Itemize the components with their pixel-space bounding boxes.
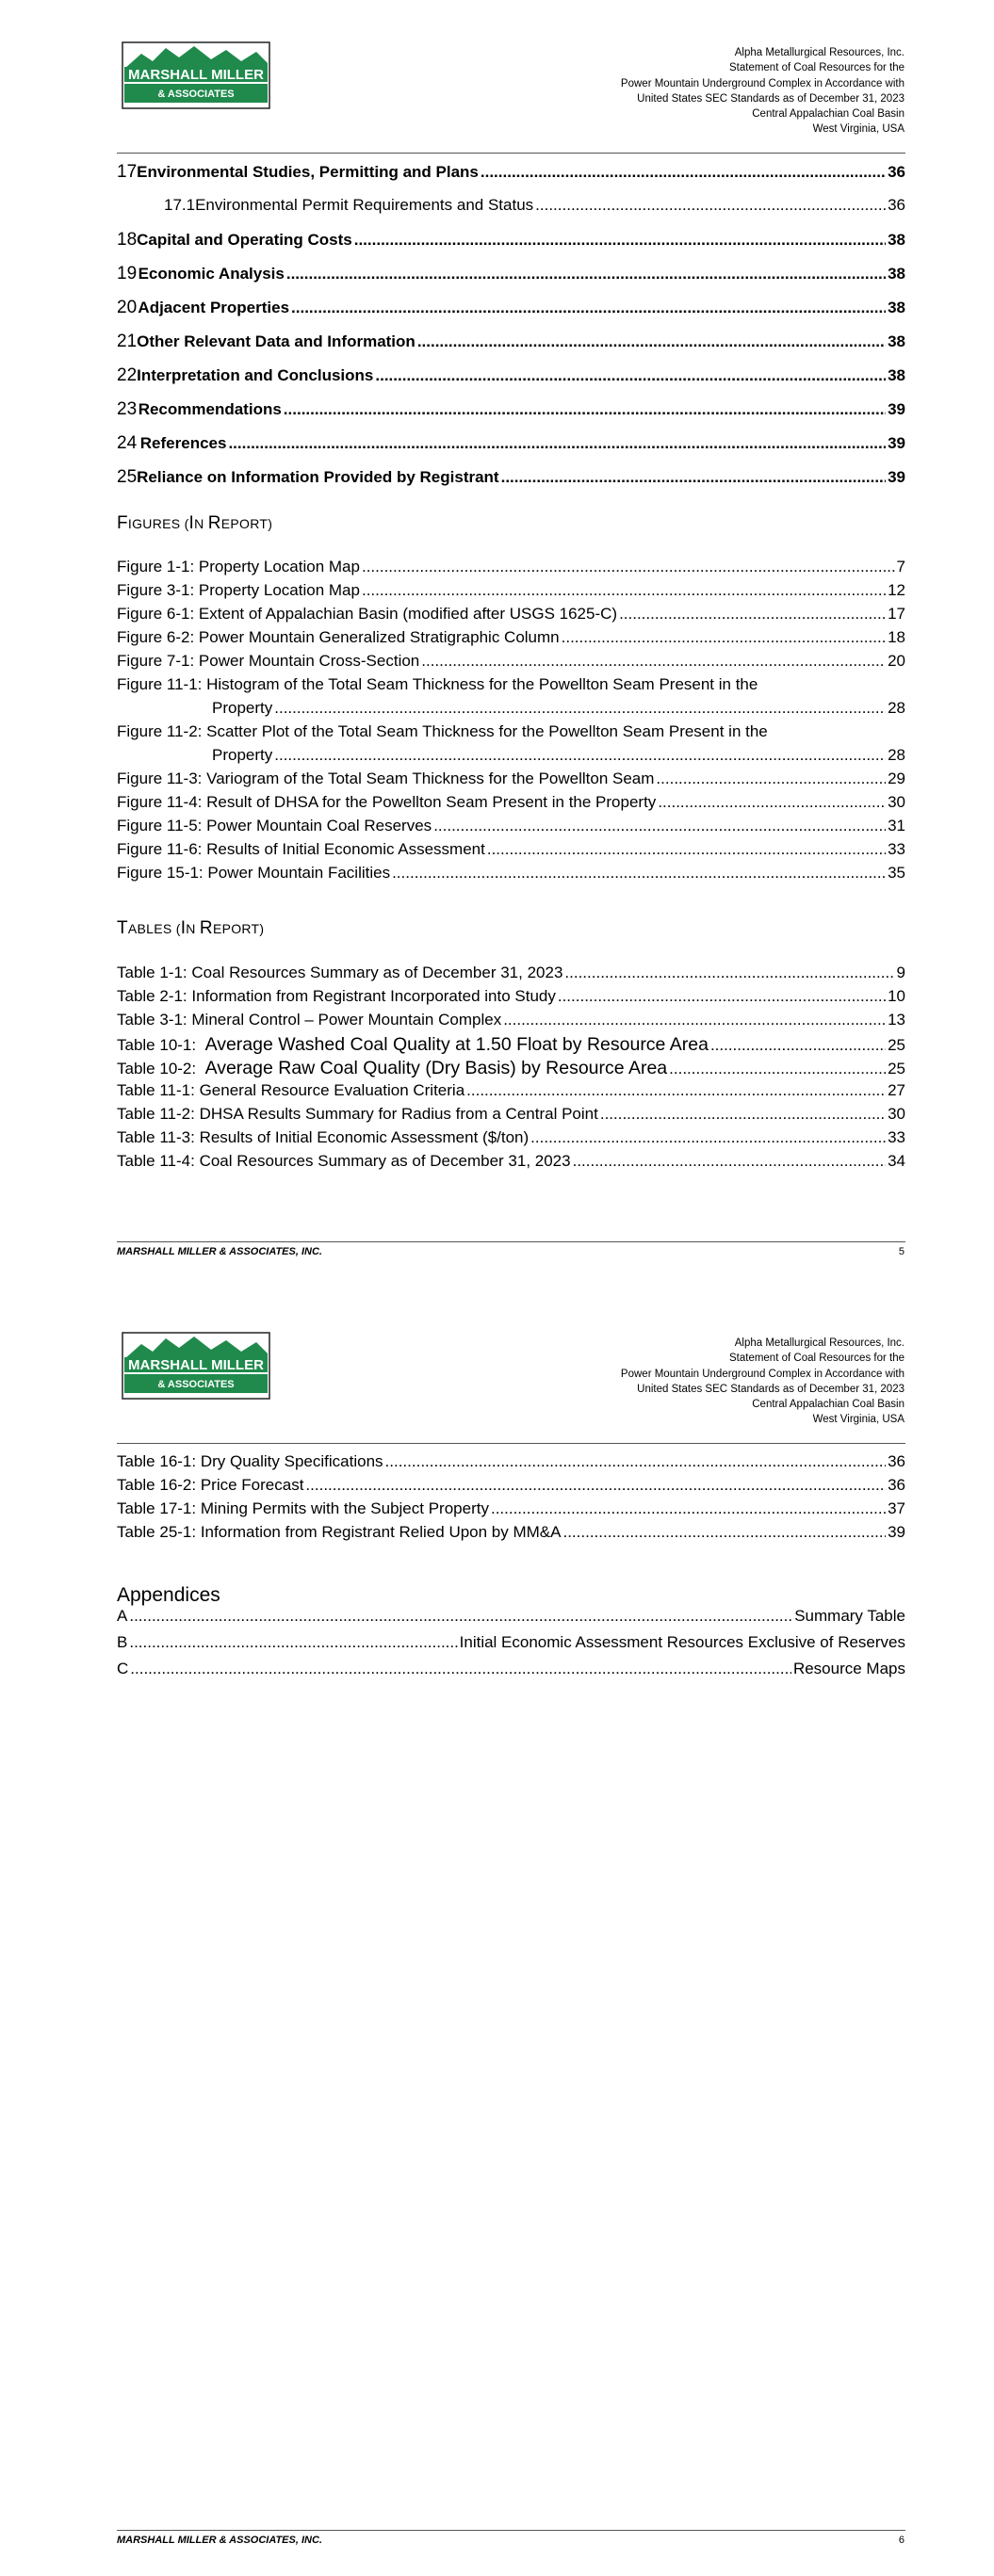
table-entry[interactable]: Table 3-1: Mineral Control – Power Mountain Complex ..... 13 <box>117 1011 905 1034</box>
header-rule <box>117 1443 905 1444</box>
svg-text:MARSHALL MILLER: MARSHALL MILLER <box>128 1357 264 1373</box>
svg-text:& ASSOCIATES: & ASSOCIATES <box>157 1379 235 1390</box>
toc-entry[interactable]: 20 Adjacent Properties ..... 38 <box>117 298 905 332</box>
toc-entry[interactable]: 23 Recommendations ..... 39 <box>117 399 905 433</box>
marshall-miller-logo <box>121 41 271 110</box>
footer-company: MARSHALL MILLER & ASSOCIATES, INC. <box>117 1246 322 1257</box>
table-entry[interactable]: Table 11-3: Results of Initial Economic Assessment ($/ton) ..... 33 <box>117 1128 905 1152</box>
figure-entry[interactable]: Figure 11-1: Histogram of the Total Seam Thickness for the Powellton Seam Present in the <box>117 675 758 693</box>
toc-entry[interactable]: 19 Economic Analysis ..... 38 <box>117 264 905 298</box>
report-header-text: Alpha Metallurgical Resources, Inc. Statement of Coal Resources for the Power Mountain Underground Complex in Accordance with United States SEC Standards as of December 31, 2023 Central Appalachian Coal Basin West Virginia, USA <box>620 1337 904 1426</box>
marshall-miller-logo <box>121 1331 271 1401</box>
header-rule <box>117 153 905 154</box>
figure-entry[interactable]: Figure 6-1: Extent of Appalachian Basin (modified after USGS 1625-C) ..... 17 <box>117 605 905 628</box>
figures-heading: FIGURES (IN REPORT) <box>117 513 273 533</box>
table-entry[interactable]: Table 11-2: DHSA Results Summary for Radius from a Central Point ..... 30 <box>117 1105 905 1128</box>
figure-entry-continued[interactable]: Property ..... 28 <box>117 746 905 770</box>
tables-list <box>117 964 905 1175</box>
report-header-text: Alpha Metallurgical Resources, Inc. Statement of Coal Resources for the Power Mountain Underground Complex in Accordance with United States SEC Standards as of December 31, 2023 Central Appalachian Coal Basin West Virginia, USA <box>620 47 904 136</box>
toc-entry[interactable]: 22 Interpretation and Conclusions ..... 38 <box>117 365 905 399</box>
appendix-entry[interactable]: B ..... Initial Economic Assessment Resources Exclusive of Reserves <box>117 1633 905 1660</box>
table-entry[interactable]: Table 16-2: Price Forecast ..... 36 <box>117 1476 905 1499</box>
figures-list <box>117 558 905 887</box>
footer-rule <box>117 1241 905 1242</box>
document-page-5 <box>0 0 994 1286</box>
figure-entry[interactable]: Figure 7-1: Power Mountain Cross-Section ..... 20 <box>117 652 905 675</box>
figure-entry[interactable]: Figure 11-2: Scatter Plot of the Total Seam Thickness for the Powellton Seam Present in the <box>117 722 768 740</box>
toc-entry[interactable]: 18 Capital and Operating Costs ..... 38 <box>117 230 905 264</box>
figure-entry[interactable]: Figure 1-1: Property Location Map ..... 7 <box>117 558 905 581</box>
table-entry[interactable]: Table 16-1: Dry Quality Specifications ..... 36 <box>117 1452 905 1476</box>
appendices-heading: Appendices <box>117 1584 220 1606</box>
table-entry[interactable]: Table 17-1: Mining Permits with the Subject Property ..... 37 <box>117 1499 905 1523</box>
figure-entry[interactable]: Figure 6-2: Power Mountain Generalized Stratigraphic Column ..... 18 <box>117 628 905 652</box>
figure-entry[interactable]: Figure 11-3: Variogram of the Total Seam Thickness for the Powellton Seam ..... 29 <box>117 770 905 793</box>
footer-rule <box>117 2530 905 2531</box>
appendix-entry[interactable]: A ..... Summary Table <box>117 1607 905 1633</box>
toc-sections <box>117 162 905 501</box>
figure-entry[interactable]: Figure 3-1: Property Location Map ..... 12 <box>117 581 905 605</box>
figure-entry[interactable]: Figure 15-1: Power Mountain Facilities ..... 35 <box>117 864 905 887</box>
page-number: 5 <box>898 1246 904 1257</box>
figure-entry[interactable]: Figure 11-5: Power Mountain Coal Reserves ..... 31 <box>117 817 905 840</box>
svg-text:& ASSOCIATES: & ASSOCIATES <box>157 89 235 100</box>
table-entry[interactable]: Table 11-1: General Resource Evaluation Criteria ..... 27 <box>117 1081 905 1105</box>
toc-entry[interactable]: 17.1 Environmental Permit Requirements and Status ..... 36 <box>117 196 905 230</box>
toc-entry[interactable]: 25 Reliance on Information Provided by Registrant ..... 39 <box>117 467 905 501</box>
appendices-section <box>117 1584 905 1686</box>
toc-entry[interactable]: 17 Environmental Studies, Permitting and Plans ..... 36 <box>117 162 905 196</box>
footer-company: MARSHALL MILLER & ASSOCIATES, INC. <box>117 2535 322 2546</box>
toc-entry[interactable]: 21 Other Relevant Data and Information ..... 38 <box>117 332 905 365</box>
table-entry[interactable]: Table 10-1: Average Washed Coal Quality at 1.50 Float by Resource Area ..... 25 <box>117 1034 905 1058</box>
page-number: 6 <box>898 2535 904 2546</box>
appendix-entry[interactable]: C ..... Resource Maps <box>117 1660 905 1686</box>
toc-entry[interactable]: 24 References ..... 39 <box>117 433 905 467</box>
table-entry[interactable]: Table 25-1: Information from Registrant Relied Upon by MM&A ..... 39 <box>117 1523 905 1547</box>
tables-list-continued <box>117 1452 905 1547</box>
table-entry[interactable]: Table 2-1: Information from Registrant Incorporated into Study ..... 10 <box>117 987 905 1011</box>
table-entry[interactable]: Table 10-2: Average Raw Coal Quality (Dry Basis) by Resource Area ..... 25 <box>117 1058 905 1081</box>
document-page-6 <box>0 1290 994 2576</box>
figure-entry[interactable]: Figure 11-4: Result of DHSA for the Powellton Seam Present in the Property ..... 30 <box>117 793 905 817</box>
table-entry[interactable]: Table 1-1: Coal Resources Summary as of December 31, 2023 ..... 9 <box>117 964 905 987</box>
figure-entry[interactable]: Figure 11-6: Results of Initial Economic Assessment ..... 33 <box>117 840 905 864</box>
svg-text:MARSHALL MILLER: MARSHALL MILLER <box>128 67 264 83</box>
figure-entry-continued[interactable]: Property ..... 28 <box>117 699 905 722</box>
table-entry[interactable]: Table 11-4: Coal Resources Summary as of December 31, 2023 ..... 34 <box>117 1152 905 1175</box>
tables-heading: TABLES (IN REPORT) <box>117 918 265 938</box>
